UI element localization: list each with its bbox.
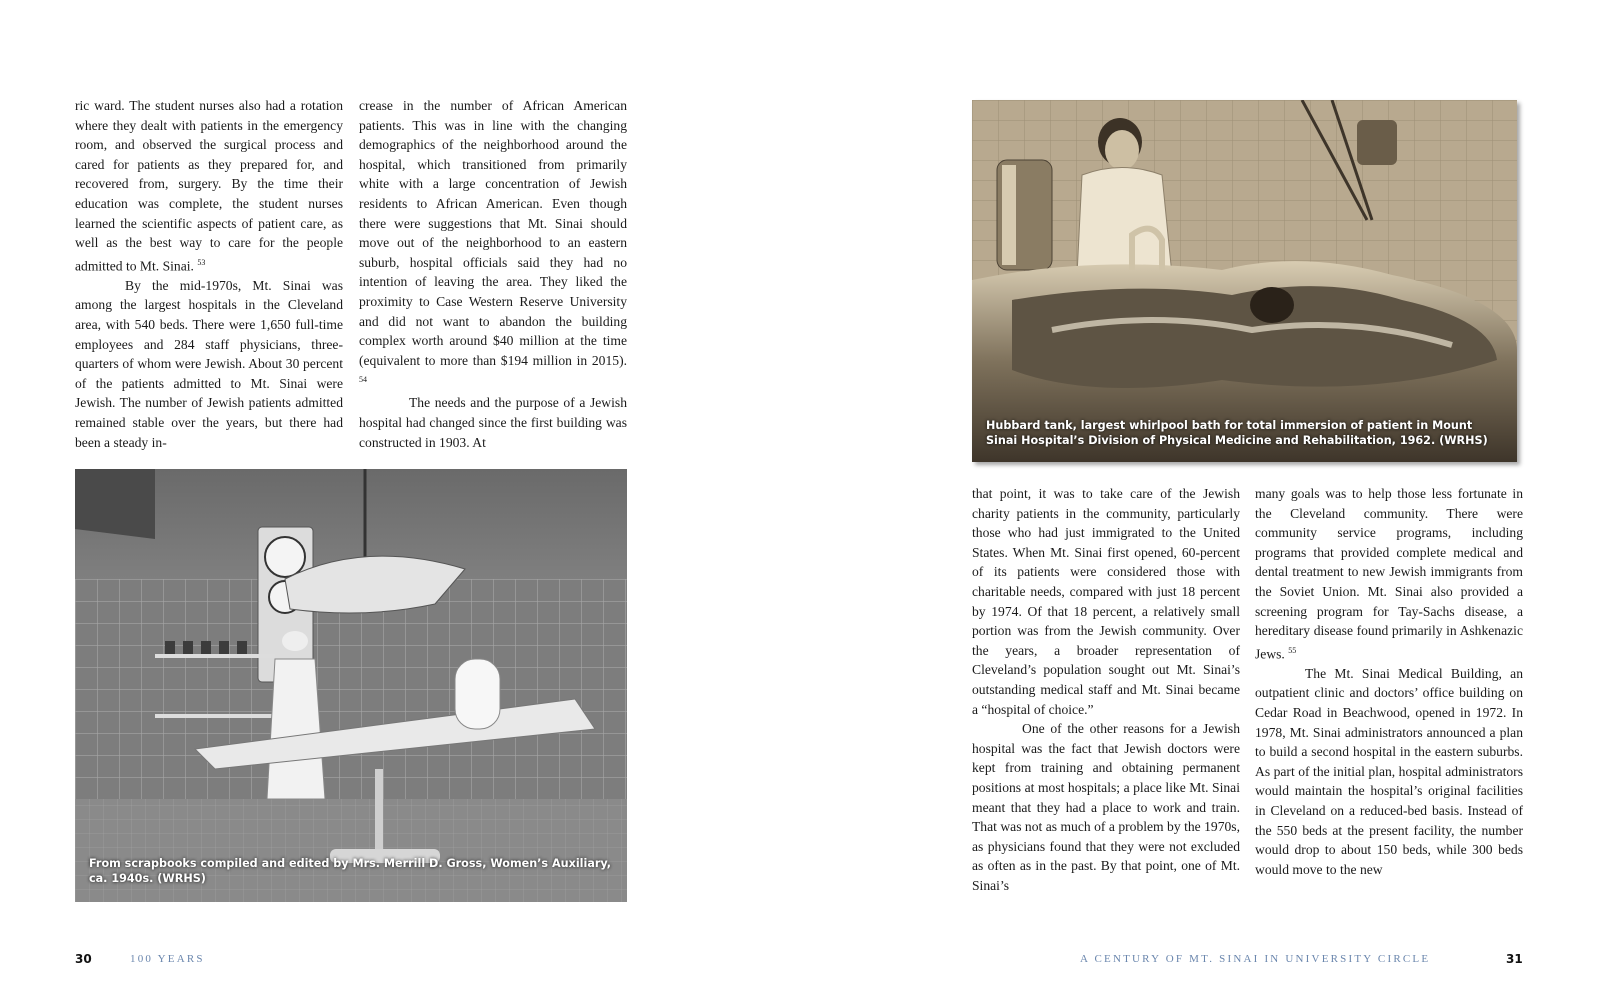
page-number-right: 31 bbox=[1506, 952, 1523, 966]
paragraph: The Mt. Sinai Medical Building, an outpatient clinic and doctors’ office building on Cedar Road in Beachwood, opened in 1972. In 1978, Mt. Sinai administrators announced a plan to build a second hospital in the eastern suburbs. As part of the initial plan, hospital administrators would maintain the hospital’s original facilities in Cleveland on a reduced-bed basis. Instead of the 550 beds at the present facility, the number would drop to about 150 beds, while 300 beds would move to the new bbox=[1255, 665, 1523, 877]
left-column-1 bbox=[75, 96, 343, 452]
page-number-left: 30 bbox=[75, 952, 92, 966]
operating-room-image bbox=[75, 469, 627, 902]
paragraph: that point, it was to take care of the Jewish charity patients in the community, particularly those who had just immigrated to the United States. When Mt. Sinai first opened, 60-percent of its patients were considered those with charitable needs, compared with just 18 percent by 1974. Of that 18 percent, a relatively small portion was from the Jewish community. Over the years, a broader representation of Cleveland’s population sought out Mt. Sinai’s outstanding medical staff and Mt. Sinai became a “hospital of choice.” bbox=[972, 486, 1240, 717]
right-column-1 bbox=[972, 484, 1240, 895]
left-column-2 bbox=[359, 96, 627, 452]
hubbard-tank-image bbox=[972, 100, 1517, 462]
right-column-2 bbox=[1255, 484, 1523, 879]
paragraph: By the mid-1970s, Mt. Sinai was among the largest hospitals in the Cleveland area, with 540 beds. There were 1,650 full-time employees and 284 staff physicians, three-quarters of whom were Jewish. About 30 percent of the patients admitted to Mt. Sinai were Jewish. The number of Jewish patients admitted remained stable over the years, but there had been a steady in- bbox=[75, 277, 343, 450]
running-head-right: A CENTURY OF MT. SINAI IN UNIVERSITY CIRCLE bbox=[1080, 953, 1431, 965]
paragraph: crease in the number of African American patients. This was in line with the changing demographics of the neighborhood around the hospital, which transitioned from primarily white with a large concentration of Jewish residents to African American. Even though there were suggestions that Mt. Sinai should move out of the neighborhood to an eastern suburb, hospital officials said they had no intention of leaving the area. They liked the proximity to Case Western Reserve University and did not want to abandon the building complex worth around $40 million at the time (equivalent to more than $194 million in 2015). $^{54}$ bbox=[359, 98, 627, 385]
hubbard-tank-photo bbox=[972, 100, 1517, 462]
footnote-ref: 53 bbox=[197, 257, 206, 267]
footnote-ref: 55 bbox=[1288, 645, 1297, 655]
footnote-ref: 54 bbox=[359, 375, 367, 385]
operating-room-photo bbox=[75, 469, 627, 902]
running-head-left: 100 YEARS bbox=[130, 953, 205, 965]
paragraph: One of the other reasons for a Jewish hospital was the fact that Jewish doctors were kept from training and obtaining permanent positions at most hospitals; a place like Mt. Sinai meant that they had a place to work and train. That was not as much of a problem by the 1970s, as physicians found that they were not excluded as often as in the past. By that point, one of Mt. Sinai’s bbox=[972, 721, 1240, 893]
paragraph: The needs and the purpose of a Jewish hospital had changed since the first building was constructed in 1903. At bbox=[359, 395, 627, 450]
photo-caption: Hubbard tank, largest whirlpool bath for total immersion of patient in Mount Sinai Hospital’s Division of Physical Medicine and Rehabilitation, 1962. (WRHS) bbox=[986, 419, 1488, 447]
photo-caption: From scrapbooks compiled and edited by Mrs. Merrill D. Gross, Women’s Auxiliary, ca. 1940s. (WRHS) bbox=[89, 857, 612, 885]
paragraph: many goals was to help those less fortunate in the Cleveland community. There were community service programs, including programs that provided complete medical and dental treatment to new Jewish immigrants from the Soviet Union. Mt. Sinai also provided a screening program for Tay-Sachs disease, a hereditary disease found primarily in Ashkenazic Jews. $^{55}$ bbox=[1255, 486, 1523, 662]
paragraph: ric ward. The student nurses also had a rotation where they dealt with patients in the emergency room, and observed the surgical process and cared for patients as they prepared for, and recovered from, surgery. By the time their education was complete, the student nurses learned the scientific aspects of patient care, as well as the best way to care for the people admitted to Mt. Sinai. $^{53}$ bbox=[75, 98, 343, 274]
